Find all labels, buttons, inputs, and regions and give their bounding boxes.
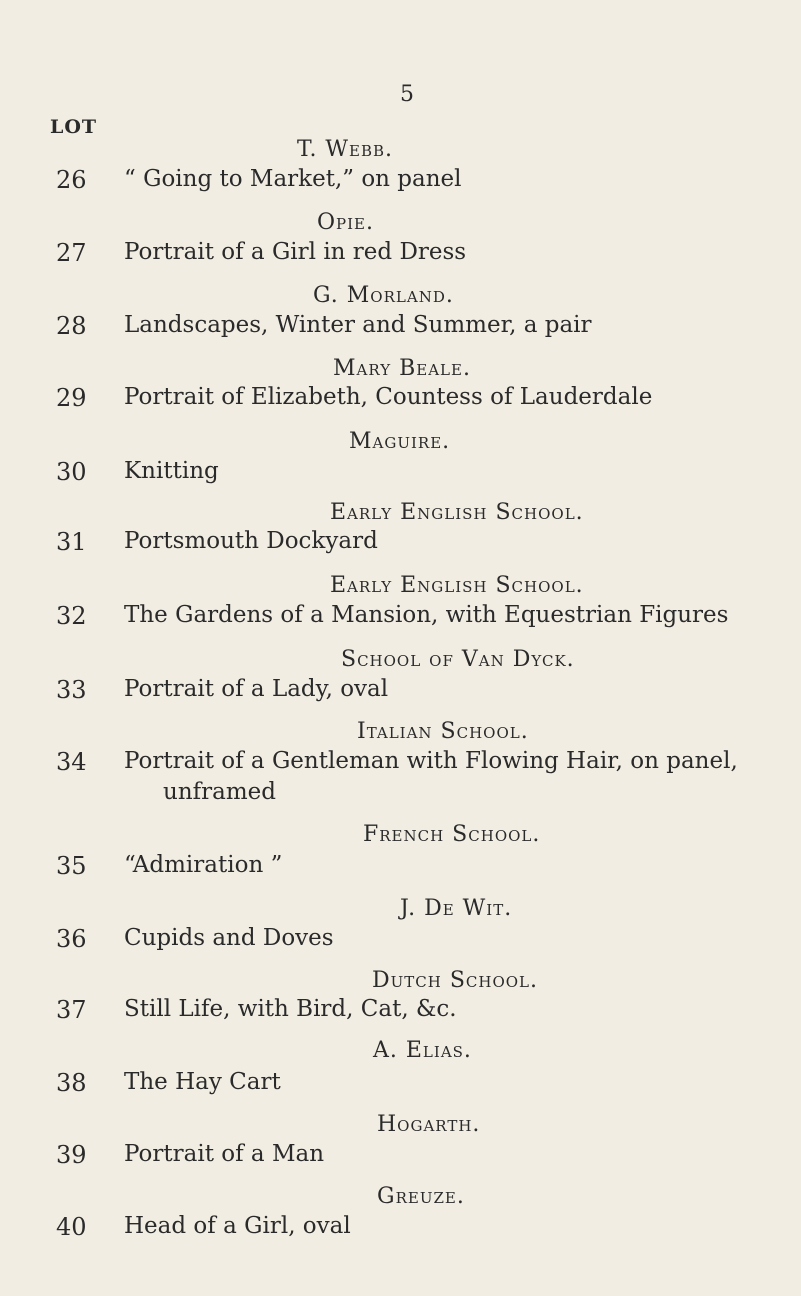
lot-number: 34 [56,748,87,776]
page-number: 5 [400,82,414,107]
lot-number: 37 [56,996,87,1024]
lot-number: 31 [56,528,87,556]
lot-number: 27 [56,239,87,267]
lot-number: 32 [56,602,87,630]
lot-title: Portrait of a Man [124,1141,325,1167]
artist-name: Early English School. [330,573,584,598]
artist-name: T. Webb. [297,137,394,162]
artist-name: Italian School. [357,719,529,744]
lot-title: Cupids and Doves [124,925,334,951]
lot-number: 33 [56,676,87,704]
lot-title: Portsmouth Dockyard [124,528,378,554]
artist-name: Maguire. [349,429,451,454]
lot-number: 26 [56,166,87,194]
artist-name: Greuze. [377,1184,465,1209]
artist-name: Early English School. [330,500,584,525]
artist-name: J. De Wit. [400,896,513,921]
lot-number: 30 [56,458,87,486]
artist-name: Opie. [317,210,374,235]
lot-number: 35 [56,852,87,880]
artist-name: G. Morland. [313,283,454,308]
lot-number: 29 [56,384,87,412]
lot-column-header: LOT [50,116,98,138]
lot-number: 36 [56,925,87,953]
lot-title-continuation: unframed [163,779,276,805]
lot-title: Portrait of Elizabeth, Countess of Lauderdale [124,384,653,410]
lot-number: 28 [56,312,87,340]
artist-name: Dutch School. [372,968,539,993]
lot-number: 40 [56,1213,87,1241]
artist-name: Hogarth. [377,1112,481,1137]
lot-title: Still Life, with Bird, Cat, &c. [124,996,457,1022]
lot-title: Landscapes, Winter and Summer, a pair [124,312,592,338]
artist-name: A. Elias. [373,1038,472,1063]
lot-title: Head of a Girl, oval [124,1213,351,1239]
lot-title: “Admiration ” [124,852,283,878]
lot-title: The Hay Cart [124,1069,281,1095]
lot-number: 39 [56,1141,87,1169]
artist-name: School of Van Dyck. [341,647,575,672]
artist-name: Mary Beale. [333,356,471,381]
lot-title: “ Going to Market,” on panel [124,166,462,192]
lot-title: Portrait of a Gentleman with Flowing Hair, on panel, [124,748,738,774]
lot-title: The Gardens of a Mansion, with Equestrian Figures [124,602,729,628]
lot-number: 38 [56,1069,87,1097]
lot-title: Knitting [124,458,219,484]
lot-title: Portrait of a Lady, oval [124,676,389,702]
artist-name: French School. [363,822,541,847]
lot-title: Portrait of a Girl in red Dress [124,239,467,265]
